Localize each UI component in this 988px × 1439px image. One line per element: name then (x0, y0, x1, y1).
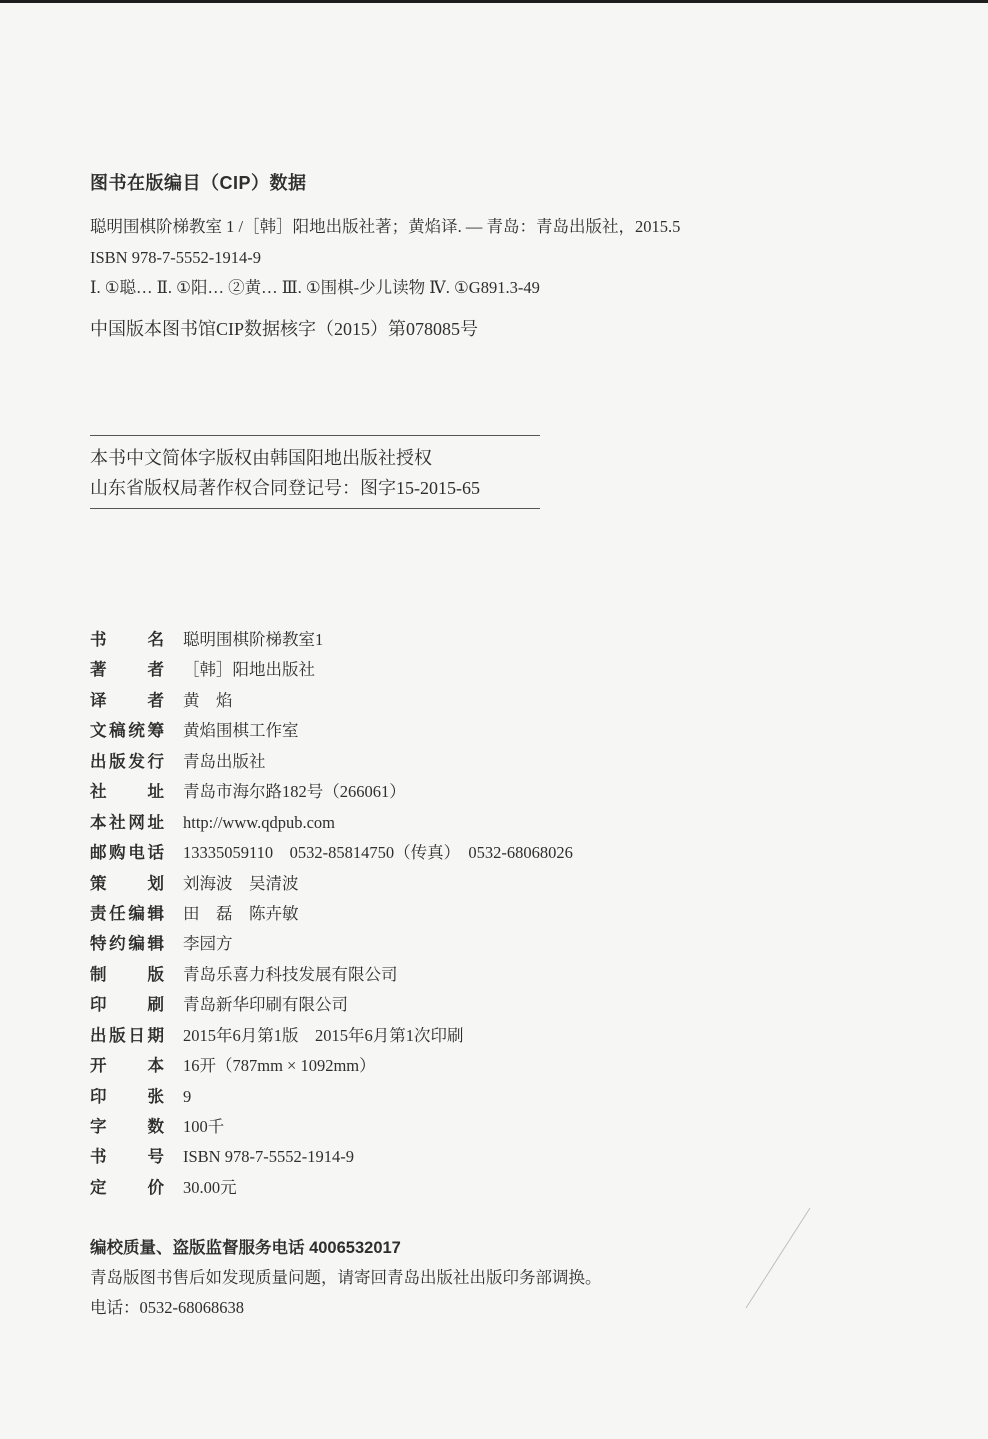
detail-row-plate-making (90, 960, 573, 990)
detail-value: 聪明围棋阶梯教室1 (183, 630, 324, 649)
detail-row-address (90, 777, 573, 807)
detail-label: 著 者 (90, 661, 164, 680)
detail-row-sheets (90, 1082, 573, 1112)
divider-top (90, 435, 540, 436)
detail-label: 邮购电话 (90, 844, 164, 863)
detail-label: 开 本 (90, 1057, 164, 1076)
detail-label: 本社网址 (90, 813, 164, 832)
detail-value: 9 (183, 1086, 192, 1106)
scan-top-edge (0, 0, 988, 3)
detail-value: 李园方 (183, 934, 233, 954)
detail-row-editors (90, 899, 573, 929)
detail-value: 田 磊 陈卉敏 (183, 903, 299, 923)
detail-value: 2015年6月第1版 2015年6月第1次印刷 (183, 1025, 464, 1045)
detail-label: 文稿统筹 (90, 722, 164, 741)
detail-row-publish-date (90, 1021, 573, 1051)
cip-record (90, 212, 680, 304)
detail-value: ［韩］阳地出版社 (183, 660, 315, 680)
detail-row-translator (90, 686, 573, 716)
detail-row-special-editor (90, 929, 573, 959)
cip-line-isbn: ISBN 978-7-5552-1914-9 (90, 247, 261, 267)
detail-label: 书 号 (90, 1148, 164, 1167)
detail-value: 青岛新华印刷有限公司 (183, 995, 348, 1015)
detail-label: 字 数 (90, 1118, 164, 1136)
cip-verification-number: 中国版本图书馆CIP数据核字（2015）第078085号 (90, 319, 479, 339)
rights-line-license: 本书中文简体字版权由韩国阳地出版社授权 (90, 448, 432, 468)
rights-notice (90, 443, 480, 503)
detail-label: 印 张 (90, 1087, 164, 1106)
detail-label: 出版日期 (90, 1026, 164, 1045)
detail-row-author (90, 655, 573, 685)
detail-label: 印 刷 (90, 996, 164, 1015)
after-sales-note: 青岛版图书售后如发现质量问题，请寄回青岛出版社出版印务部调换。 (90, 1268, 602, 1287)
detail-label: 社 址 (90, 783, 164, 802)
detail-label: 责任编辑 (90, 904, 164, 923)
cip-line-subjects: Ⅰ. ①聪… Ⅱ. ①阳… ②黄… Ⅲ. ①围棋-少儿读物 Ⅳ. ①G891.3-49 (90, 278, 540, 297)
detail-label: 策 划 (90, 874, 164, 893)
cip-line-bibliographic: 聪明围棋阶梯教室 1 /［韩］阳地出版社著；黄焰译. — 青岛：青岛出版社，2015.5 (90, 217, 681, 236)
detail-value: 16开（787mm × 1092mm） (183, 1056, 376, 1076)
detail-label: 书 名 (90, 631, 164, 649)
detail-value: 30.00元 (183, 1177, 237, 1197)
detail-value: http://www.qdpub.com (183, 812, 336, 832)
detail-row-price (90, 1173, 573, 1203)
detail-label: 特约编辑 (90, 935, 164, 954)
detail-row-phone (90, 838, 573, 868)
detail-value: 13335059110 0532-85814750（传真） 0532-68068026 (183, 843, 573, 863)
detail-value: 青岛出版社 (183, 751, 266, 771)
detail-value: 黄 焰 (183, 690, 233, 710)
cip-heading: 图书在版编目（CIP）数据 (90, 173, 307, 193)
detail-row-planning (90, 869, 573, 899)
detail-row-isbn (90, 1142, 573, 1172)
detail-row-publisher (90, 747, 573, 777)
detail-value: 青岛乐喜力科技发展有限公司 (183, 964, 398, 984)
detail-row-format (90, 1051, 573, 1081)
publication-details (90, 625, 573, 1203)
detail-value: 青岛市海尔路182号（266061） (183, 782, 406, 802)
detail-row-word-count (90, 1112, 573, 1142)
divider-bottom (90, 508, 540, 509)
scan-mark (730, 1200, 820, 1320)
detail-row-printing (90, 990, 573, 1020)
detail-row-coordination (90, 716, 573, 746)
detail-label: 制 版 (90, 965, 164, 984)
service-info (90, 1233, 602, 1323)
detail-value: 刘海波 吴清波 (183, 873, 299, 893)
detail-value: 100千 (183, 1117, 225, 1136)
detail-row-website (90, 808, 573, 838)
after-sales-phone: 电话：0532-68068638 (90, 1298, 244, 1317)
detail-value: 黄焰围棋工作室 (183, 721, 299, 741)
detail-value: ISBN 978-7-5552-1914-9 (183, 1147, 354, 1167)
detail-label: 译 者 (90, 691, 164, 710)
detail-label: 出版发行 (90, 752, 164, 771)
detail-label: 定 价 (90, 1178, 164, 1197)
detail-row-title (90, 625, 573, 655)
rights-line-registration: 山东省版权局著作权合同登记号：图字15-2015-65 (90, 478, 480, 498)
quality-hotline: 编校质量、盗版监督服务电话 4006532017 (90, 1239, 401, 1257)
